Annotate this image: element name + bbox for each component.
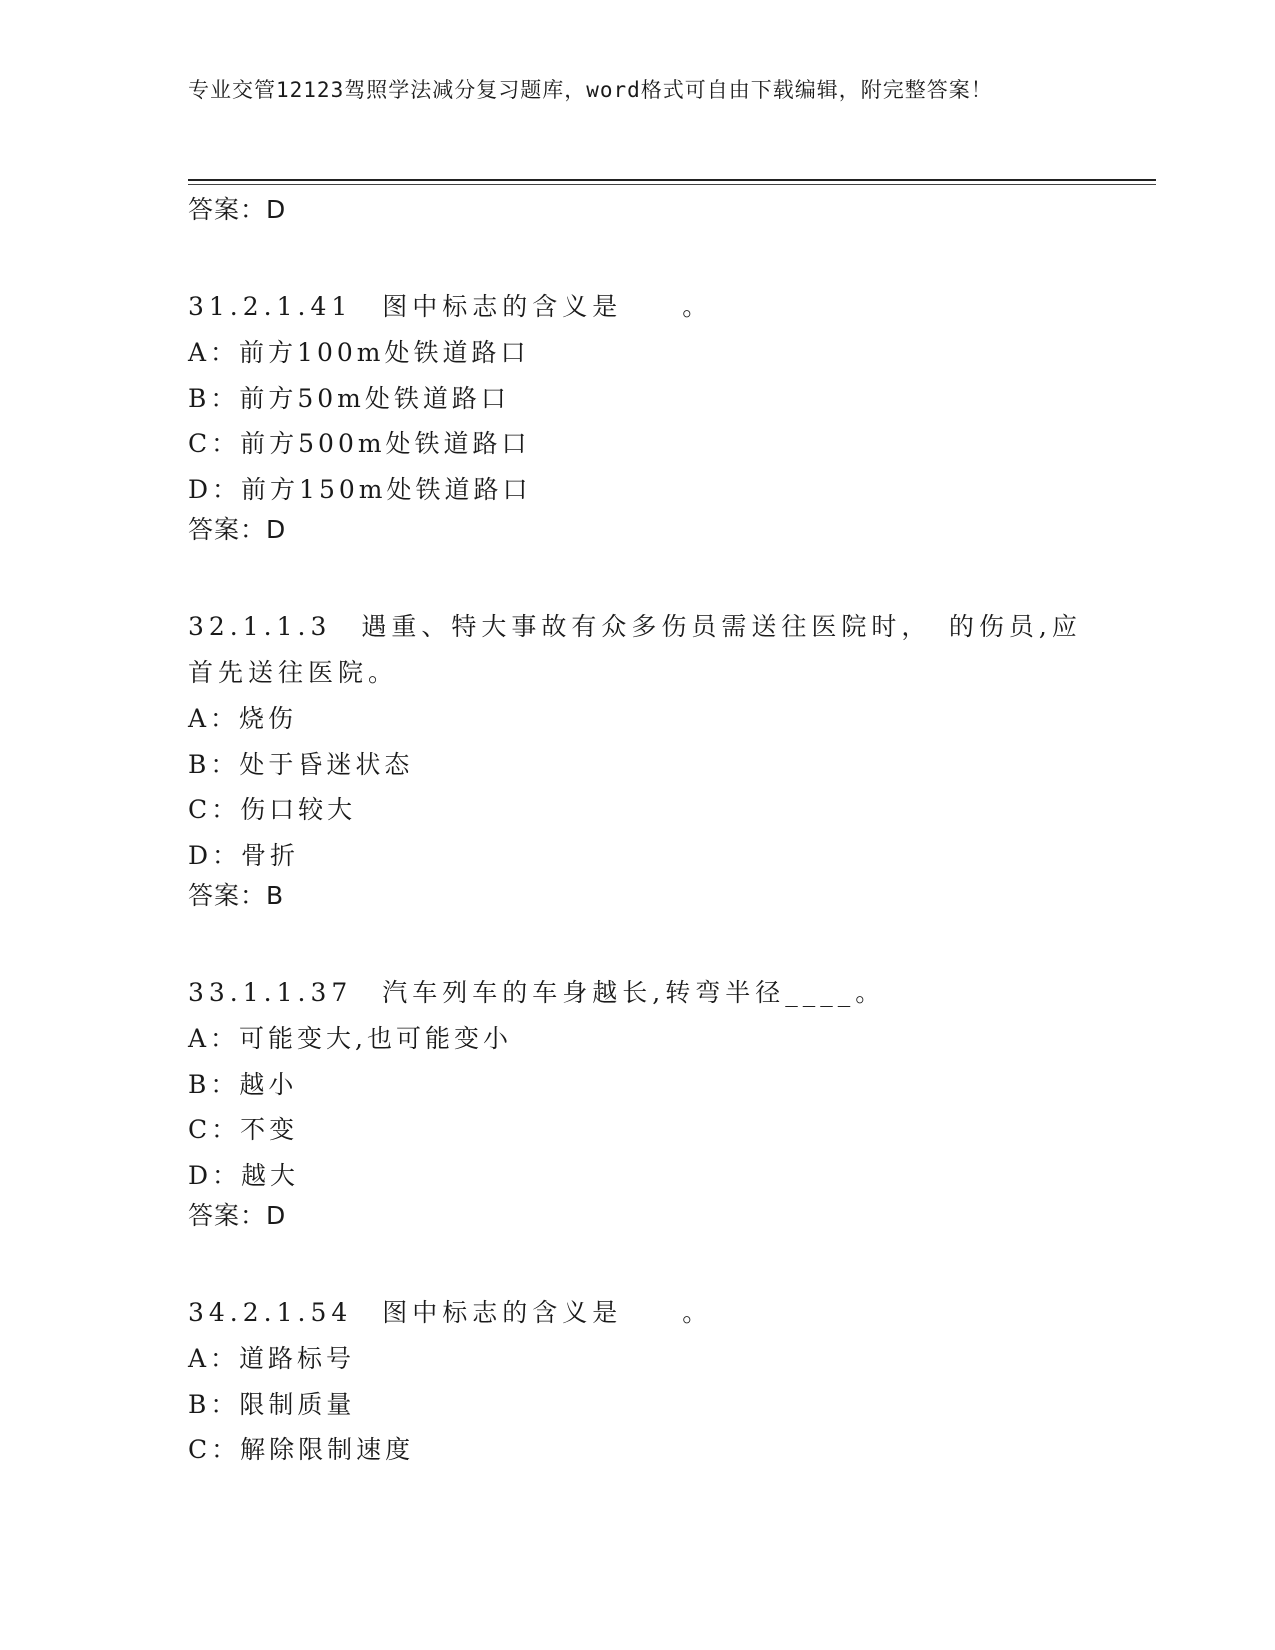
option-b: B：限制质量 (188, 1389, 356, 1419)
answer-line: 答案：B (188, 881, 285, 910)
option-c: C：前方500m处铁道路口 (188, 429, 531, 458)
option-d: D：越大 (188, 1160, 300, 1190)
question-item (188, 970, 1088, 1234)
option-c: C：解除限制速度 (188, 1435, 415, 1464)
question-list (188, 192, 1088, 1473)
option-a: A：烧伤 (188, 704, 298, 733)
option-a: A：道路标号 (188, 1344, 356, 1373)
spacer (188, 548, 1088, 598)
header-divider-thick (188, 179, 1156, 181)
question-text: 33.1.1.37 汽车列车的车身越长,转弯半径____。 (188, 978, 886, 1007)
option-b: B：越小 (188, 1069, 298, 1099)
question-item (188, 1290, 1088, 1473)
question-item (188, 284, 1088, 548)
option-d: D：骨折 (188, 840, 300, 870)
question-text: 34.2.1.54 图中标志的含义是 。 (188, 1298, 713, 1327)
option-d: D：前方150m处铁道路口 (188, 474, 532, 504)
answer-line: 答案：D (188, 1201, 287, 1230)
spacer (188, 1234, 1088, 1284)
question-text: 32.1.1.3 遇重、特大事故有众多伤员需送往医院时， 的伤员,应首先送往医院。 (188, 612, 1082, 687)
option-a: A：可能变大,也可能变小 (188, 1024, 513, 1053)
answer-line: 答案：D (188, 195, 287, 224)
header-divider-thin (188, 184, 1156, 185)
option-b: B：前方50m处铁道路口 (188, 383, 510, 413)
page-header-title: 专业交管12123驾照学法减分复习题库，word格式可自由下载编辑，附完整答案！ (188, 78, 993, 102)
question-item (188, 604, 1088, 914)
question-text: 31.2.1.41 图中标志的含义是 。 (188, 292, 713, 321)
spacer (188, 228, 1088, 278)
option-b: B：处于昏迷状态 (188, 749, 414, 779)
option-c: C：不变 (188, 1115, 299, 1144)
answer-line: 答案：D (188, 515, 287, 544)
option-a: A：前方100m处铁道路口 (188, 338, 530, 367)
spacer (188, 914, 1088, 964)
option-c: C：伤口较大 (188, 795, 357, 824)
